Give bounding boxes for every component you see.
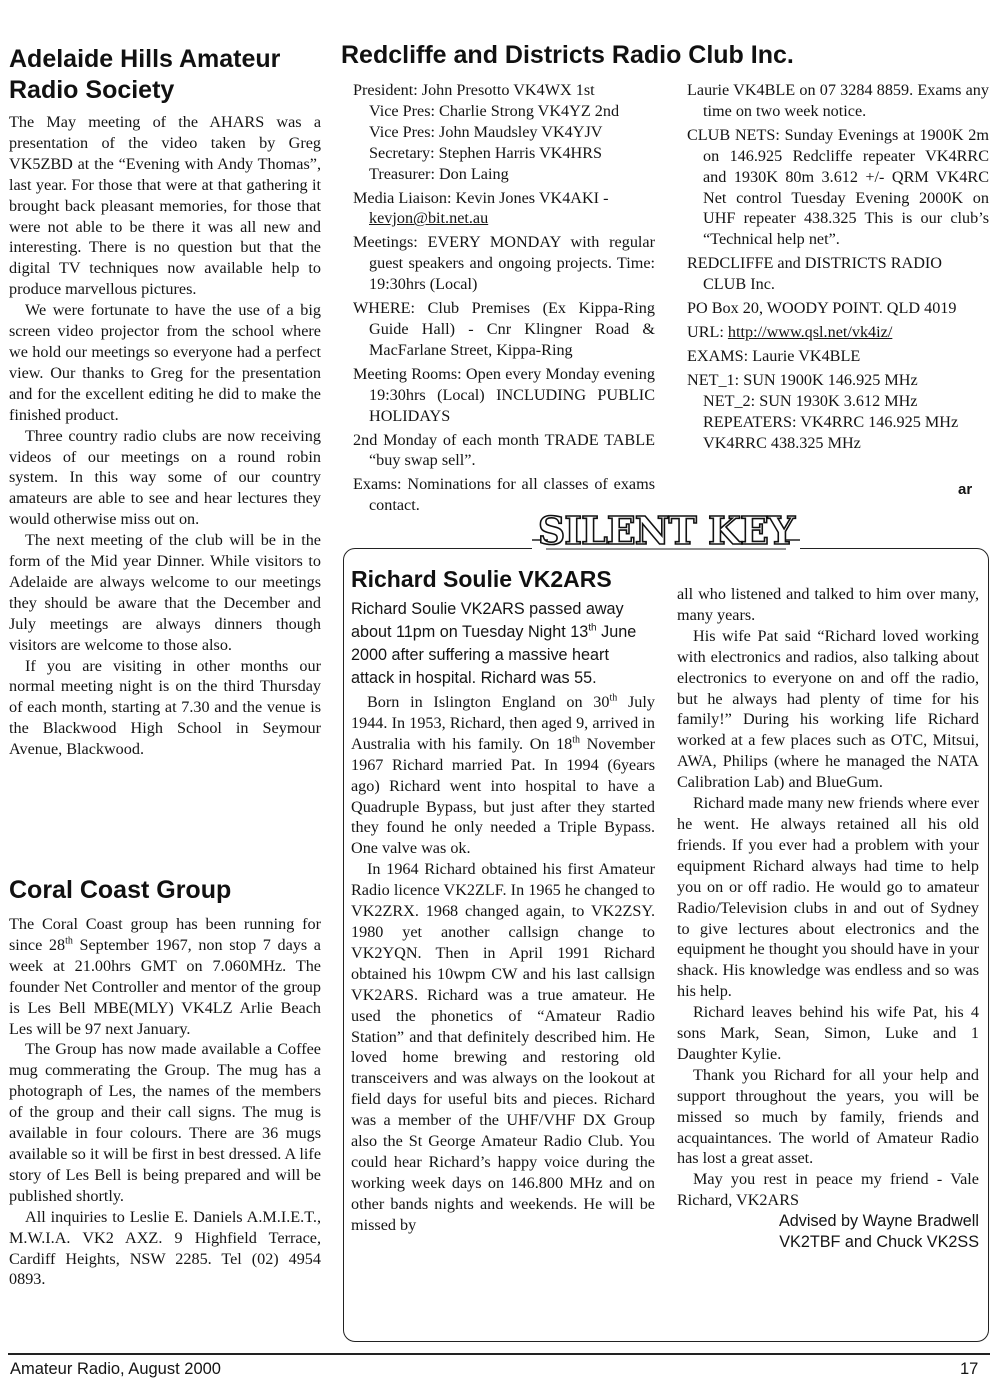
silent-key-paragraph-1 [351,692,655,859]
adelaide-paragraph-3: Three country radio clubs are now receiving videos of our meetings on a round robin system. In this way some of our country amateurs are able to see and hear lectures they would otherwise miss out on. [9,426,321,529]
silent-key-paragraph-4: His wife Pat said “Richard loved working with electronics and radios, also talking about electronics to everyone on and off the radio, but he always had plenty of time for his family!” During his working life Richard worked at a few places such as OTC, Mitsui, AWA, Philips (where he managed the NATA Calibration Lab) and BlueGum. [677,626,979,792]
redcliffe-officer-2: Vice Pres: Charlie Strong VK4YZ 2nd [369,101,620,120]
silent-key-banner [532,508,800,554]
coral-paragraph-3: All inquiries to Leslie E. Daniels A.M.I.E.T., M.W.I.A. VK2 AXZ. 9 Highfield Terrace, Cardiff Heights, NSW 2285. Tel (02) 4954 0893. [9,1207,321,1289]
end-of-article-mark: ar [958,481,973,498]
silent-key-credit-2: VK2TBF and Chuck VK2SS [779,1233,979,1252]
redcliffe-exams-contact: EXAMS: Laurie VK4BLE [687,346,861,365]
adelaide-paragraph-4: The next meeting of the club will be in the form of the Mid year Dinner. While visitors to Adelaide are always welcome to our meetings they should be aware that the December and July meetings are always dinners though visitors are welcome to those also. [9,531,321,654]
redcliffe-url-link[interactable]: http://www.qsl.net/vk4iz/ [727,322,893,341]
silent-key-paragraph-8: May you rest in peace my friend - Vale Richard, VK2ARS [677,1170,979,1210]
redcliffe-laurie: Laurie VK4BLE on 07 3284 8859. Exams any time on two week notice. [687,81,989,120]
lead-sup: th [588,622,597,634]
redcliffe-exams: Exams: Nominations for all classes of exams contact. [353,475,655,515]
sk-p1-sup-2: th [572,734,581,746]
redcliffe-officer-1: President: John Presotto VK4WX 1st [353,81,595,99]
redcliffe-repeaters-2: VK4RRC 438.325 MHz [703,433,861,452]
redcliffe-officer-3: Vice Pres: John Maudsley VK4YJV [369,122,603,141]
redcliffe-media-label: Media Liaison: Kevin Jones VK4AKI - [353,188,609,207]
coral-p1-sup: th [65,935,73,947]
silent-key-paragraph-3: all who listened and talked to him over many, many years. [677,585,979,624]
footer-page-number: 17 [960,1360,979,1378]
redcliffe-meeting-rooms: Meeting Rooms: Open every Monday evening 19:30hrs (Local) INCLUDING PUBLIC HOLIDAYS [353,364,655,425]
silent-key-lead [351,598,655,690]
redcliffe-url-label: URL: [687,322,728,341]
coral-paragraph-2: The Group has now made available a Coffee mug commerating the Group. The mug has a photograph of Les, the names of the members of the group and their call signs. The mug is available in four colours. There are 36 mugs available so it will be first in best dressed. A life story of Les Bell is being prepared and will be published shortly. [9,1040,321,1205]
silent-key-paragraph-2: In 1964 Richard obtained his first Amateur Radio licence VK2ZLF. In 1965 he changed to VK2ZRX. 1968 changed again, to VK2ZSY. 1980 yet another callsign change to VK2YQN. Then in April 1991 Richard obtained his 10wpm CW and his last callsign VK2ARS. Richard was a true amateur. He used the phonetics of “Amateur Radio Station” and that definitely described him. He loved home brewing and restoring old transceivers and was always on the lookout at field days for useful bits and pieces. Richard was a member of the UHF/VHF DX Group also the St George Amateur Radio Club. You could hear Richard’s happy voice during the working week days on 146.800 MHz and on other bands nights and weekends. He will be missed by [351,860,655,1234]
redcliffe-officer-4: Secretary: Stephen Harris VK4HRS [369,143,603,162]
redcliffe-club-nets: CLUB NETS: Sunday Evenings at 1900K 2m on 146.925 Redcliffe repeater VK4RRC and 1930K 80m 3.612 +/- QRM VK4RC Net control Tuesday Evening 2000K on UHF repeater 438.325 This is our club’s “Technical help net”. [687,125,989,249]
coral-p1-text-b: September 1967, non stop 7 days a week at 21.00hrs GMT on 7.060MHz. The founder Net Controller and mentor of the group is Les Bell MBE(MLY) VK4LZ Arlie Beach Les will be 97 next January. [9,935,321,1038]
redcliffe-url-line [687,322,989,343]
redcliffe-repeaters: REPEATERS: VK4RRC 146.925 MHz [703,412,959,431]
redcliffe-where: WHERE: Club Premises (Ex Kippa-Ring Guide Hall) - Cnr Klingner Road & MacFarlane Street, Kippa-Ring [353,299,655,359]
adelaide-title-line-2: Radio Society [9,76,175,104]
adelaide-title-line-1: Adelaide Hills Amateur [9,45,281,73]
redcliffe-heading [341,40,991,71]
silent-key-lead-paragraph [351,598,655,690]
silent-key-credit-1: Advised by Wayne Bradwell [778,1212,979,1231]
coral-p1-text-a: The Coral Coast group has been running for since 28 [9,915,321,954]
redcliffe-column-1 [353,80,655,516]
redcliffe-trade-table: 2nd Monday of each month TRADE TABLE “buy swap sell”. [353,430,655,470]
sk-p1-sup-1: th [609,692,618,704]
coral-paragraph-1 [9,914,321,1039]
footer-rule [8,1353,990,1355]
sk-p1-text-b: July 1944. In 1953, Richard, then aged 9, arrived in Australia with his family. On 18 [351,693,655,753]
redcliffe-net-1: NET_1: SUN 1900K 146.925 MHz [687,370,918,389]
redcliffe-po-box: PO Box 20, WOODY POINT. QLD 4019 [687,299,957,318]
redcliffe-meetings: Meetings: EVERY MONDAY with regular guest speakers and ongoing projects. Time: 19:30hrs (Local) [353,233,655,294]
adelaide-paragraph-5: If you are visiting in other months our normal meeting night is on the third Thursday of each month, starting at 7.30 and the venue is the Blackwood High School in Seymour Avenue, Blackwood. [9,656,321,759]
redcliffe-title: Redcliffe and Districts Radio Club Inc. [341,41,794,69]
redcliffe-column-2 [687,80,989,453]
redcliffe-net-2: NET_2: SUN 1930K 3.612 MHz [703,391,918,410]
lead-text-a: Richard Soulie VK2ARS passed away about 11pm on Tuesday Night 13 [351,600,624,641]
footer-publication: Amateur Radio, August 2000 [10,1360,221,1378]
silent-key-column-2 [677,584,979,1253]
silent-key-paragraph-7: Thank you Richard for all your help and support throughout the years, you will be missed so much by family, friends and acquaintances. The world of Amateur Radio has lost a great asset. [677,1065,979,1168]
silent-key-paragraph-5: Richard made many new friends where ever he went. He always retained all his old friends. If you ever had a problem with your equipment Richard always had time to help you on or off radio. He would go to amateur Radio/Television clubs in and out of Sydney to give lectures about electronics and the equipment he thought you should have in your shack. His knowledge was endless and so was his help. [677,794,979,1001]
lead-text-b: June 2000 after suffering a massive heart attack in hospital. Richard was 55. [351,623,637,687]
silent-key-banner-text: SILENT KEY [537,508,795,553]
redcliffe-club-name: REDCLIFFE and DISTRICTS RADIO CLUB Inc. [687,254,942,294]
silent-key-column-1 [351,564,655,1236]
silent-key-title: Richard Soulie VK2ARS [351,566,612,592]
silent-key-paragraph-6: Richard leaves behind his wife Pat, his 4 sons Mark, Sean, Simon, Luke and 1 Daughter Kylie. [677,1003,979,1063]
adelaide-hills-article [9,44,321,760]
redcliffe-media-email: kevjon@bit.net.au [369,209,489,228]
redcliffe-media-liaison [353,188,655,230]
redcliffe-officer-5: Treasurer: Don Laing [369,164,509,183]
adelaide-paragraph-2: We were fortunate to have the use of a big screen video projector from the school where we hold our meetings so everyone had a perfect view. Our thanks to Greg for the presentation and for the excellent editing he did to make the finished product. [9,301,321,424]
silent-key-banner-graphic [532,508,800,554]
coral-title: Coral Coast Group [9,876,232,904]
sk-p1-text-a: Born in Islington England on 30 [367,693,610,711]
sk-p1-text-c: November 1967 Richard married Pat. In 1994 (6years ago) Richard went into hospital to have a Quadruple Bypass, but just after they started they found he only needed a Triple Bypass. One valve was ok. [351,734,655,858]
coral-coast-article [9,875,321,1290]
adelaide-paragraph-1: The May meeting of the AHARS was a presentation of the video taken by Greg VK5ZBD at the “Evening with Andy Thomas”, last year. For those that were at that gathering it brought back pleasant memories, for those that were not able to be there it was all new and interesting. There is no question but that the digital TV techniques now available help to produce marvellous pictures. [9,113,321,299]
